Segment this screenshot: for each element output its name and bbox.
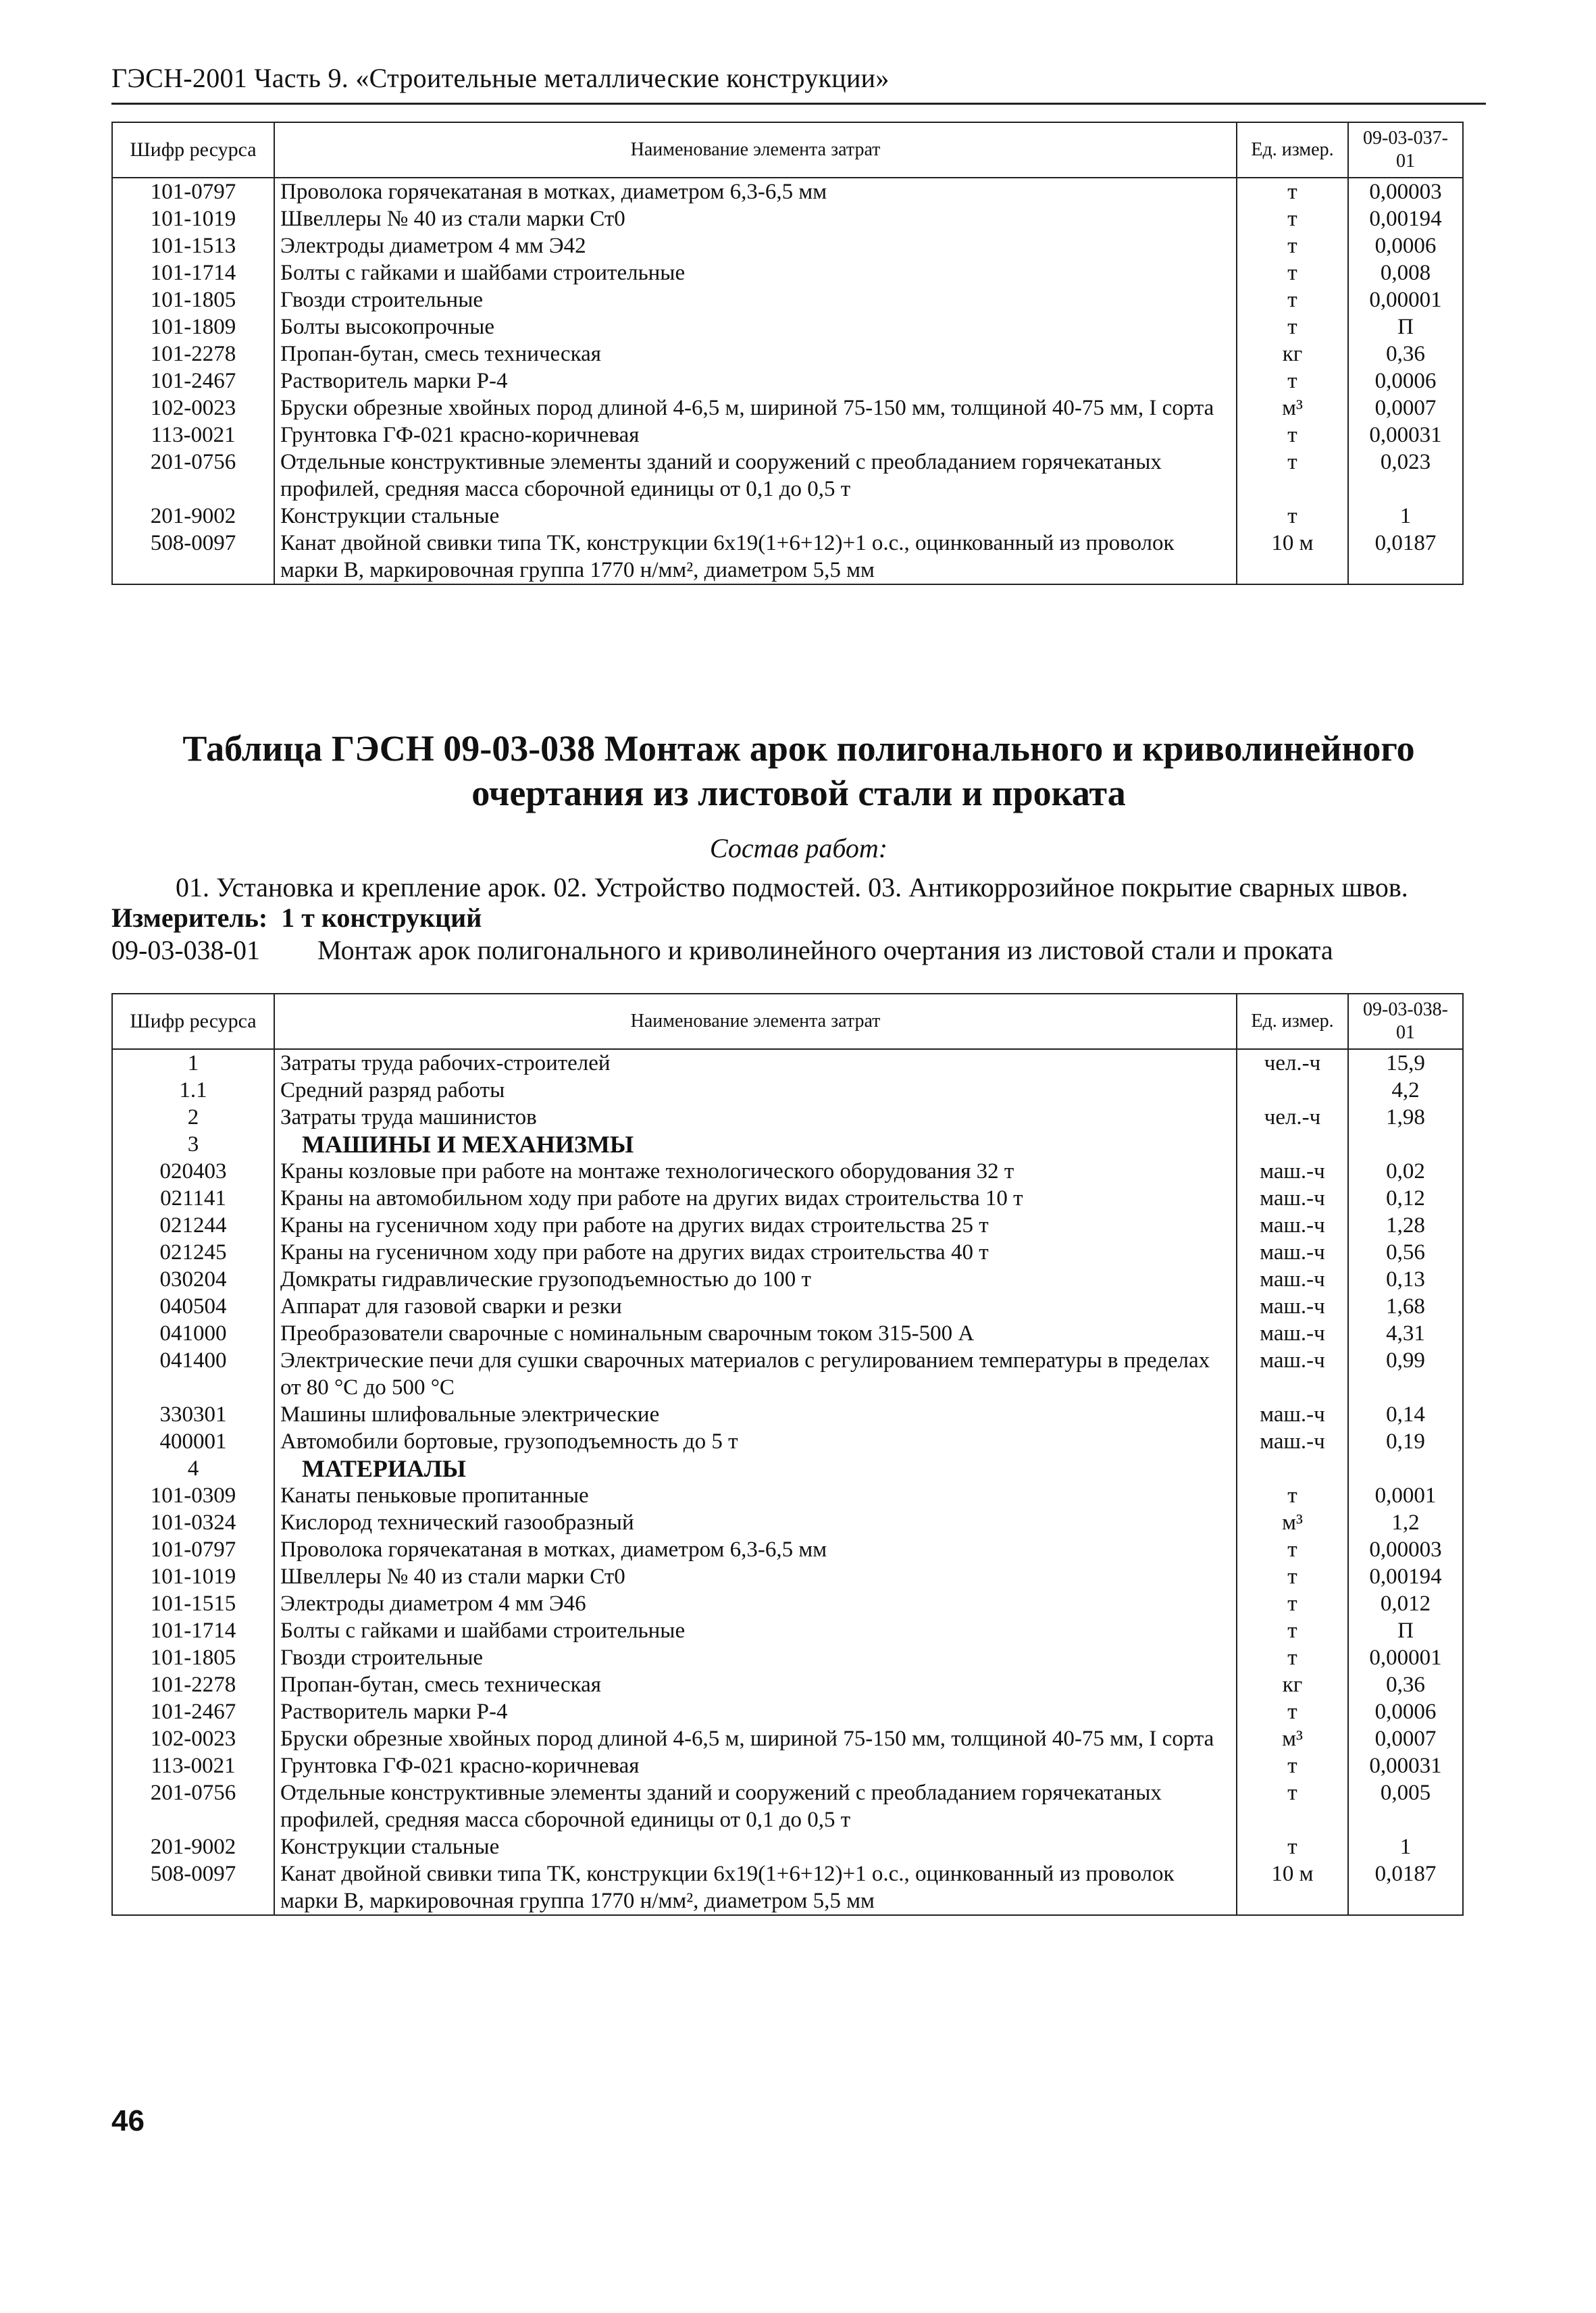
table-row	[112, 1752, 1463, 1779]
unit-cell: т	[1237, 422, 1348, 449]
norm-value: 1	[1348, 1833, 1463, 1860]
norm-value: 0,0001	[1348, 1482, 1463, 1509]
section-row	[112, 1455, 1463, 1482]
unit-cell: чел.-ч	[1237, 1049, 1348, 1077]
resource-code: 101-1019	[112, 205, 274, 232]
resource-name: Затраты труда машинистов	[274, 1104, 1237, 1131]
norm-value: 0,36	[1348, 1671, 1463, 1698]
resource-name: Болты с гайками и шайбами строительные	[274, 259, 1237, 286]
resource-code: 101-1805	[112, 1644, 274, 1671]
resource-name: Конструкции стальные	[274, 503, 1237, 530]
table-row	[112, 1671, 1463, 1698]
table-row	[112, 449, 1463, 503]
resource-name: Отдельные конструктивные элементы зданий и сооружений с преобладанием горячекатаных профилей, средняя масса сборочной единицы от 0,1 до 0,5 т	[274, 1779, 1237, 1833]
norm-value: 0,008	[1348, 259, 1463, 286]
resource-table-038	[111, 993, 1464, 1916]
norm-value: 0,0007	[1348, 395, 1463, 422]
table-header-row	[112, 994, 1463, 1049]
resource-name: Преобразователи сварочные с номинальным сварочным током 315-500 А	[274, 1320, 1237, 1347]
table-row	[112, 1860, 1463, 1915]
composition-text: 01. Установка и крепление арок. 02. Устройство подмостей. 03. Антикоррозийное покрытие сварных швов.	[176, 872, 1408, 903]
norm-value: 0,00001	[1348, 286, 1463, 313]
resource-code: 101-0324	[112, 1509, 274, 1536]
resource-name: Бруски обрезные хвойных пород длиной 4-6,5 м, шириной 75-150 мм, толщиной 40-75 мм, I сорта	[274, 395, 1237, 422]
norm-value: 1,68	[1348, 1293, 1463, 1320]
norm-value: 15,9	[1348, 1049, 1463, 1077]
table-row	[112, 1509, 1463, 1536]
table-row	[112, 1482, 1463, 1509]
unit-cell: маш.-ч	[1237, 1401, 1348, 1428]
unit-cell: м³	[1237, 395, 1348, 422]
table-row	[112, 1563, 1463, 1590]
unit-cell: маш.-ч	[1237, 1428, 1348, 1455]
table-row	[112, 1617, 1463, 1644]
table-row	[112, 205, 1463, 232]
unit-cell: т	[1237, 205, 1348, 232]
norm-value: 0,0187	[1348, 530, 1463, 584]
resource-code: 041000	[112, 1320, 274, 1347]
resource-code: 102-0023	[112, 395, 274, 422]
table-row	[112, 1212, 1463, 1239]
unit-cell: маш.-ч	[1237, 1158, 1348, 1185]
table-row	[112, 1725, 1463, 1752]
resource-code: 201-0756	[112, 449, 274, 503]
unit-cell: м³	[1237, 1509, 1348, 1536]
resource-code: 030204	[112, 1266, 274, 1293]
table-row	[112, 503, 1463, 530]
norm-value: 0,023	[1348, 449, 1463, 503]
table-title: Таблица ГЭСН 09-03-038 Монтаж арок полигонального и криволинейного очертания из листовой стали и проката	[182, 728, 1415, 813]
norm-value: П	[1348, 313, 1463, 340]
norm-value: 0,14	[1348, 1401, 1463, 1428]
unit-cell: т	[1237, 1698, 1348, 1725]
measure-value: 1 т конструкций	[281, 903, 482, 933]
resource-code: 1.1	[112, 1077, 274, 1104]
resource-code: 102-0023	[112, 1725, 274, 1752]
unit-cell: т	[1237, 1833, 1348, 1860]
resource-name: Краны на автомобильном ходу при работе на других видах строительства 10 т	[274, 1185, 1237, 1212]
unit-cell: т	[1237, 1482, 1348, 1509]
table-row	[112, 1536, 1463, 1563]
resource-code: 201-9002	[112, 503, 274, 530]
table-row	[112, 1428, 1463, 1455]
resource-code: 101-2467	[112, 367, 274, 395]
resource-code: 101-1714	[112, 259, 274, 286]
resource-code: 101-1019	[112, 1563, 274, 1590]
resource-code: 101-1515	[112, 1590, 274, 1617]
resource-name: Гвозди строительные	[274, 1644, 1237, 1671]
resource-code: 101-2278	[112, 1671, 274, 1698]
unit-cell: т	[1237, 503, 1348, 530]
unit-cell: маш.-ч	[1237, 1212, 1348, 1239]
unit-cell: маш.-ч	[1237, 1347, 1348, 1401]
resource-code: 101-2278	[112, 340, 274, 367]
unit-cell: чел.-ч	[1237, 1104, 1348, 1131]
resource-name: Домкраты гидравлические грузоподъемностью до 100 т	[274, 1266, 1237, 1293]
resource-name: Болты высокопрочные	[274, 313, 1237, 340]
measure-line	[111, 902, 495, 934]
header-name: Наименование элемента затрат	[274, 994, 1237, 1049]
norm-value	[1348, 1131, 1463, 1158]
resource-name: Канат двойной свивки типа ТК, конструкции 6х19(1+6+12)+1 о.с., оцинкованный из проволок марки В, маркировочная группа 1770 н/мм², диаметром 5,5 мм	[274, 1860, 1237, 1915]
resource-name: Проволока горячекатаная в мотках, диаметром 6,3-6,5 мм	[274, 1536, 1237, 1563]
resource-code: 101-0797	[112, 178, 274, 205]
resource-name: Бруски обрезные хвойных пород длиной 4-6,5 м, шириной 75-150 мм, толщиной 40-75 мм, I сорта	[274, 1725, 1237, 1752]
resource-name: МАШИНЫ И МЕХАНИЗМЫ	[274, 1131, 1237, 1158]
norm-value: 1	[1348, 503, 1463, 530]
unit-cell: т	[1237, 259, 1348, 286]
resource-code: 330301	[112, 1401, 274, 1428]
resource-code: 101-0309	[112, 1482, 274, 1509]
unit-cell: т	[1237, 1536, 1348, 1563]
resource-code: 113-0021	[112, 1752, 274, 1779]
table-row	[112, 1077, 1463, 1104]
resource-table-037	[111, 122, 1464, 585]
norm-value: 0,00194	[1348, 205, 1463, 232]
unit-cell: т	[1237, 232, 1348, 259]
norm-value: 0,012	[1348, 1590, 1463, 1617]
resource-name: Краны козловые при работе на монтаже технологического оборудования 32 т	[274, 1158, 1237, 1185]
header-unit: Ед. измер.	[1237, 994, 1348, 1049]
norm-value: 0,19	[1348, 1428, 1463, 1455]
unit-cell: т	[1237, 449, 1348, 503]
norm-value: 4,2	[1348, 1077, 1463, 1104]
table-row	[112, 1185, 1463, 1212]
resource-name: Машины шлифовальные электрические	[274, 1401, 1237, 1428]
resource-code: 021245	[112, 1239, 274, 1266]
unit-cell: т	[1237, 286, 1348, 313]
unit-cell: т	[1237, 1752, 1348, 1779]
measure-label: Измеритель:	[111, 903, 268, 933]
table-row	[112, 232, 1463, 259]
resource-name: Грунтовка ГФ-021 красно-коричневая	[274, 422, 1237, 449]
resource-name: Отдельные конструктивные элементы зданий и сооружений с преобладанием горячекатаных профилей, средняя масса сборочной единицы от 0,1 до 0,5 т	[274, 449, 1237, 503]
norm-value: 0,13	[1348, 1266, 1463, 1293]
unit-cell: т	[1237, 1617, 1348, 1644]
resource-name: Краны на гусеничном ходу при работе на других видах строительства 40 т	[274, 1239, 1237, 1266]
resource-name: Грунтовка ГФ-021 красно-коричневая	[274, 1752, 1237, 1779]
resource-code: 020403	[112, 1158, 274, 1185]
unit-cell: маш.-ч	[1237, 1320, 1348, 1347]
table-row	[112, 1266, 1463, 1293]
resource-name: Автомобили бортовые, грузоподъемность до 5 т	[274, 1428, 1237, 1455]
table-row	[112, 395, 1463, 422]
table-row	[112, 1590, 1463, 1617]
table-row	[112, 1293, 1463, 1320]
resource-code: 040504	[112, 1293, 274, 1320]
resource-name: Аппарат для газовой сварки и резки	[274, 1293, 1237, 1320]
unit-cell: маш.-ч	[1237, 1293, 1348, 1320]
resource-code: 101-1513	[112, 232, 274, 259]
table-row	[112, 340, 1463, 367]
norm-name: Монтаж арок полигонального и криволинейного очертания из листовой стали и проката	[317, 935, 1333, 965]
norm-value: 1,2	[1348, 1509, 1463, 1536]
norm-line	[111, 934, 1333, 966]
resource-name: Конструкции стальные	[274, 1833, 1237, 1860]
resource-name: Швеллеры № 40 из стали марки Ст0	[274, 1563, 1237, 1590]
page-number: 46	[111, 2104, 145, 2137]
unit-cell: т	[1237, 367, 1348, 395]
table-row	[112, 530, 1463, 584]
resource-code: 1	[112, 1049, 274, 1077]
resource-code: 101-0797	[112, 1536, 274, 1563]
norm-code: 09-03-038-01	[111, 935, 260, 965]
resource-name: Гвозди строительные	[274, 286, 1237, 313]
resource-name: Электрические печи для сушки сварочных материалов с регулированием температуры в пределах от 80 °С до 500 °С	[274, 1347, 1237, 1401]
resource-code: 021244	[112, 1212, 274, 1239]
header-rule	[111, 103, 1486, 105]
table-row	[112, 286, 1463, 313]
resource-name: Болты с гайками и шайбами строительные	[274, 1617, 1237, 1644]
header-norm-code: 09-03-037-01	[1348, 122, 1463, 178]
table-row	[112, 1104, 1463, 1131]
unit-cell: кг	[1237, 1671, 1348, 1698]
norm-value: 0,0006	[1348, 232, 1463, 259]
norm-value: 0,00003	[1348, 1536, 1463, 1563]
norm-value: 1,98	[1348, 1104, 1463, 1131]
norm-value: 0,00031	[1348, 1752, 1463, 1779]
resource-code: 021141	[112, 1185, 274, 1212]
header-name: Наименование элемента затрат	[274, 122, 1237, 178]
header-unit: Ед. измер.	[1237, 122, 1348, 178]
resource-name: Краны на гусеничном ходу при работе на других видах строительства 25 т	[274, 1212, 1237, 1239]
resource-code: 101-2467	[112, 1698, 274, 1725]
norm-value: 0,99	[1348, 1347, 1463, 1401]
table-row	[112, 1320, 1463, 1347]
norm-value: 0,12	[1348, 1185, 1463, 1212]
norm-value: 1,28	[1348, 1212, 1463, 1239]
unit-cell: 10 м	[1237, 530, 1348, 584]
resource-name: Проволока горячекатаная в мотках, диаметром 6,3-6,5 мм	[274, 178, 1237, 205]
resource-code: 101-1714	[112, 1617, 274, 1644]
unit-cell: м³	[1237, 1725, 1348, 1752]
resource-code: 201-0756	[112, 1779, 274, 1833]
norm-value: 0,0006	[1348, 367, 1463, 395]
resource-name: Растворитель марки Р-4	[274, 1698, 1237, 1725]
unit-cell: маш.-ч	[1237, 1239, 1348, 1266]
table-row	[112, 313, 1463, 340]
table-row	[112, 422, 1463, 449]
resource-code: 2	[112, 1104, 274, 1131]
norm-value: 0,005	[1348, 1779, 1463, 1833]
table-row	[112, 1401, 1463, 1428]
norm-value: 0,0187	[1348, 1860, 1463, 1915]
norm-value: 0,00194	[1348, 1563, 1463, 1590]
resource-name: Растворитель марки Р-4	[274, 367, 1237, 395]
table-row	[112, 1698, 1463, 1725]
unit-cell	[1237, 1131, 1348, 1158]
table-row	[112, 1833, 1463, 1860]
resource-code: 508-0097	[112, 1860, 274, 1915]
table-row	[112, 178, 1463, 205]
norm-value: 0,0006	[1348, 1698, 1463, 1725]
header-code: Шифр ресурса	[112, 994, 274, 1049]
norm-value: П	[1348, 1617, 1463, 1644]
header-code: Шифр ресурса	[112, 122, 274, 178]
table-row	[112, 1347, 1463, 1401]
norm-value: 0,00003	[1348, 178, 1463, 205]
resource-name: Канат двойной свивки типа ТК, конструкции 6х19(1+6+12)+1 о.с., оцинкованный из проволок марки В, маркировочная группа 1770 н/мм², диаметром 5,5 мм	[274, 530, 1237, 584]
table-row	[112, 1158, 1463, 1185]
resource-code: 3	[112, 1131, 274, 1158]
resource-name: Средний разряд работы	[274, 1077, 1237, 1104]
resource-name: Электроды диаметром 4 мм Э46	[274, 1590, 1237, 1617]
composition-label: Состав работ:	[709, 833, 888, 863]
unit-cell: т	[1237, 1590, 1348, 1617]
unit-cell: 10 м	[1237, 1860, 1348, 1915]
norm-value: 4,31	[1348, 1320, 1463, 1347]
resource-name: Электроды диаметром 4 мм Э42	[274, 232, 1237, 259]
resource-code: 113-0021	[112, 422, 274, 449]
table-header-row	[112, 122, 1463, 178]
table-row	[112, 367, 1463, 395]
resource-name: Пропан-бутан, смесь техническая	[274, 1671, 1237, 1698]
norm-value: 0,36	[1348, 340, 1463, 367]
norm-value	[1348, 1455, 1463, 1482]
table-row	[112, 1779, 1463, 1833]
norm-value: 0,56	[1348, 1239, 1463, 1266]
resource-code: 400001	[112, 1428, 274, 1455]
resource-code: 508-0097	[112, 530, 274, 584]
resource-name: Пропан-бутан, смесь техническая	[274, 340, 1237, 367]
unit-cell: т	[1237, 1563, 1348, 1590]
table-row	[112, 1049, 1463, 1077]
norm-value: 0,02	[1348, 1158, 1463, 1185]
resource-code: 4	[112, 1455, 274, 1482]
resource-name: МАТЕРИАЛЫ	[274, 1455, 1237, 1482]
unit-cell: т	[1237, 1779, 1348, 1833]
norm-value: 0,00031	[1348, 422, 1463, 449]
resource-name: Затраты труда рабочих-строителей	[274, 1049, 1237, 1077]
section-row	[112, 1131, 1463, 1158]
unit-cell: кг	[1237, 340, 1348, 367]
resource-code: 041400	[112, 1347, 274, 1401]
unit-cell	[1237, 1455, 1348, 1482]
table-row	[112, 1239, 1463, 1266]
running-header: ГЭСН-2001 Часть 9. «Строительные металлические конструкции»	[111, 63, 890, 93]
unit-cell: маш.-ч	[1237, 1185, 1348, 1212]
resource-name: Швеллеры № 40 из стали марки Ст0	[274, 205, 1237, 232]
resource-code: 201-9002	[112, 1833, 274, 1860]
table-row	[112, 259, 1463, 286]
resource-name: Канаты пеньковые пропитанные	[274, 1482, 1237, 1509]
norm-value: 0,0007	[1348, 1725, 1463, 1752]
resource-code: 101-1809	[112, 313, 274, 340]
unit-cell: маш.-ч	[1237, 1266, 1348, 1293]
unit-cell: т	[1237, 178, 1348, 205]
header-norm-code: 09-03-038-01	[1348, 994, 1463, 1049]
unit-cell: т	[1237, 313, 1348, 340]
unit-cell	[1237, 1077, 1348, 1104]
norm-value: 0,00001	[1348, 1644, 1463, 1671]
resource-name: Кислород технический газообразный	[274, 1509, 1237, 1536]
unit-cell: т	[1237, 1644, 1348, 1671]
resource-code: 101-1805	[112, 286, 274, 313]
table-row	[112, 1644, 1463, 1671]
